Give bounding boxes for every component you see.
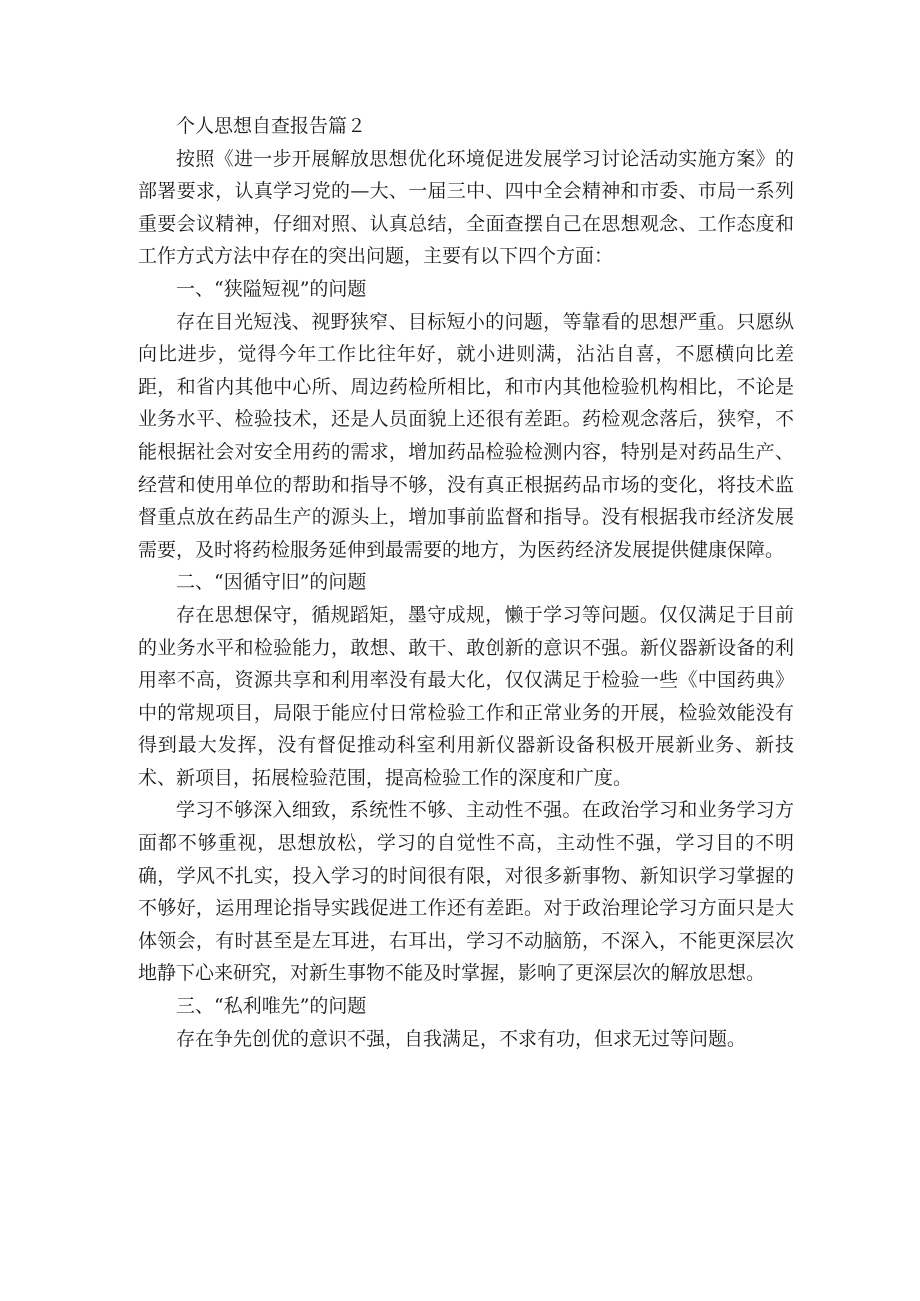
document-page — [138, 110, 794, 1055]
paragraph-section-2a: 存在思想保守，循规蹈矩，墨守成规，懒于学习等问题。仅仅满足于目前的业务水平和检验能力，敢想、敢干、敢创新的意识不强。新仪器新设备的利用率不高，资源共享和利用率没有最大化，仅仅满足于检验一些《中国药典》中的常规项目，局限于能应付日常检验工作和正常业务的开展，检验效能没有得到最大发挥，没有督促推动科室利用新仪器新设备积极开展新业务、新技术、新项目，拓展检验范围，提高检验工作的深度和广度。 — [138, 603, 794, 789]
paragraph-section-2b: 学习不够深入细致，系统性不够、主动性不强。在政治学习和业务学习方面都不够重视，思想放松，学习的自觉性不高，主动性不强，学习目的不明确，学风不扎实，投入学习的时间很有限，对很多新事物、新知识学习掌握的不够好，运用理论指导实践促进工作还有差距。对于政治理论学习方面只是大体领会，有时甚至是左耳进，右耳出，学习不动脑筋，不深入，不能更深层次地静下心来研究，对新生事物不能及时掌握，影响了更深层次的解放思想。 — [138, 799, 794, 985]
paragraph-intro: 按照《进一步开展解放思想优化环境促进发展学习讨论活动实施方案》的部署要求，认真学习党的—大、一届三中、四中全会精神和市委、市局一系列重要会议精神，仔细对照、认真总结，全面查摆自己在思想观念、工作态度和工作方式方法中存在的突出问题，主要有以下四个方面： — [138, 147, 794, 268]
section-heading-2: 二、“因循守旧”的问题 — [176, 571, 367, 594]
document-title: 个人思想自查报告篇２ — [176, 115, 367, 137]
section-heading-3: 三、“私利唯先”的问题 — [176, 995, 367, 1018]
paragraph-section-1: 存在目光短浅、视野狭窄、目标短小的问题，等靠看的思想严重。只愿纵向比进步，觉得今年工作比往年好，就小进则满，沾沾自喜，不愿横向比差距，和省内其他中心所、周边药检所相比，和市内其他检验机构相比，不论是业务水平、检验技术，还是人员面貌上还很有差距。药检观念落后，狭窄，不能根据社会对安全用药的需求，增加药品检验检测内容，特别是对药品生产、经营和使用单位的帮助和指导不够，没有真正根据药品市场的变化，将技术监督重点放在药品生产的源头上，增加事前监督和指导。没有根据我市经济发展需要，及时将药检服务延伸到最需要的地方，为医药经济发展提供健康保障。 — [138, 310, 794, 561]
section-heading-1: 一、“狭隘短视”的问题 — [176, 277, 367, 300]
paragraph-section-3: 存在争先创优的意识不强，自我满足，不求有功，但求无过等问题。 — [176, 1027, 747, 1050]
